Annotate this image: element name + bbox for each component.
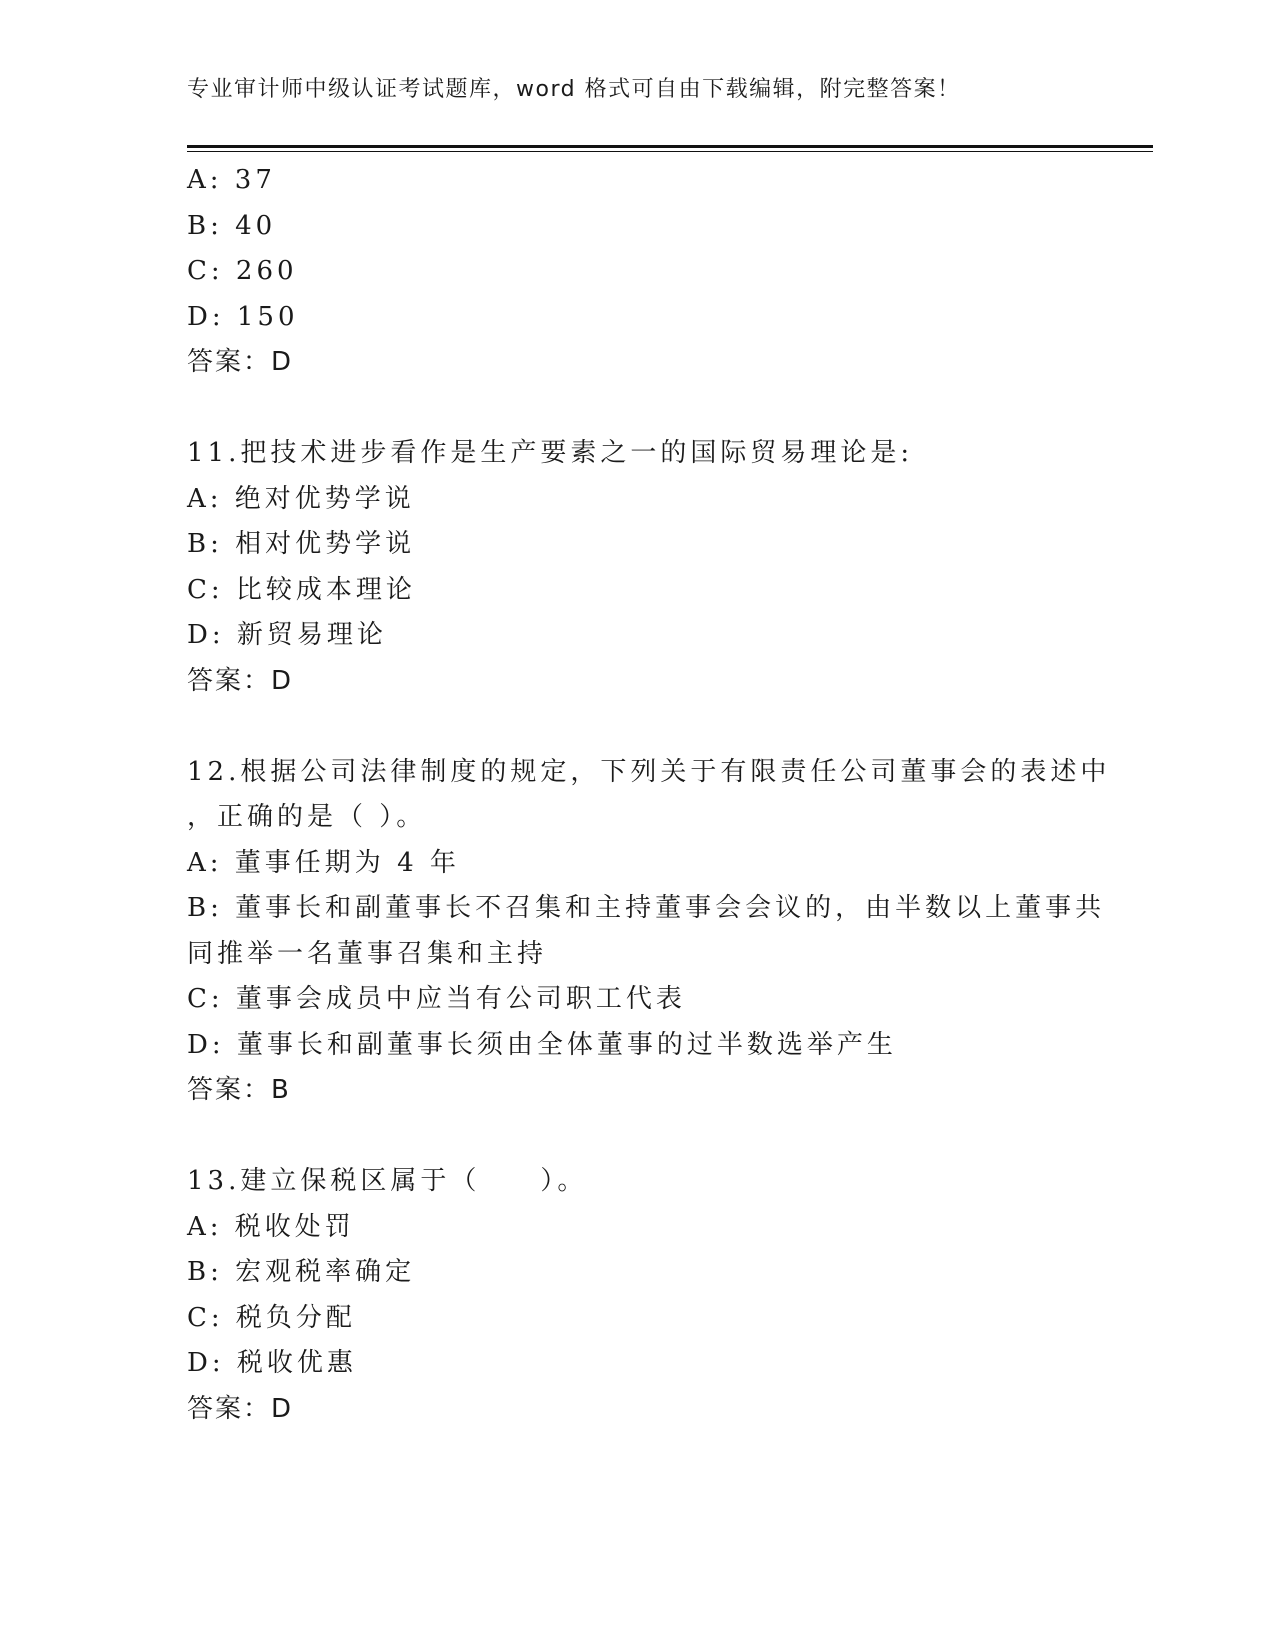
option-a: A: 税收处罚	[187, 1211, 355, 1242]
answer: 答案：D	[187, 665, 294, 696]
option-d: D: 150	[187, 301, 299, 332]
option-b: B: 相对优势学说	[187, 529, 416, 559]
option-b-continued: 同推举一名董事召集和主持	[187, 938, 548, 969]
option-c: C: 董事会成员中应当有公司职工代表	[187, 984, 686, 1014]
answer: 答案：B	[187, 1075, 291, 1105]
option-d: D: 董事长和副董事长须由全体董事的过半数选举产生	[187, 1029, 897, 1060]
option-b: B: 40	[187, 210, 277, 241]
question-text: 11.把技术进步看作是生产要素之一的国际贸易理论是:	[187, 438, 914, 468]
question-12	[187, 750, 1111, 1114]
header-divider-thick	[187, 145, 1153, 148]
option-d: D: 税收优惠	[187, 1348, 357, 1378]
question-13	[187, 1159, 1087, 1432]
option-d: D: 新贸易理论	[187, 620, 387, 650]
option-b: B: 宏观税率确定	[187, 1257, 416, 1287]
question-11	[187, 431, 1087, 704]
question-text: 12.根据公司法律制度的规定，下列关于有限责任公司董事会的表述中	[187, 756, 1111, 787]
option-b: B: 董事长和副董事长不召集和主持董事会会议的，由半数以上董事共	[187, 893, 1106, 923]
question-list	[187, 158, 1111, 1432]
question-text-continued: ，正确的是（ ）。	[187, 802, 427, 832]
spacer	[187, 386, 1087, 432]
option-c: C: 260	[187, 256, 298, 286]
question-text: 13.建立保税区属于（ ）。	[187, 1166, 588, 1196]
option-a: A: 董事任期为 4 年	[187, 847, 460, 878]
option-c: C: 比较成本理论	[187, 574, 416, 605]
page-header: 专业审计师中级认证考试题库，word 格式可自由下载编辑，附完整答案！	[187, 77, 961, 102]
header-divider-thin	[187, 151, 1153, 152]
spacer	[187, 704, 1087, 750]
answer: 答案：D	[187, 347, 294, 377]
option-a: A: 绝对优势学说	[187, 483, 415, 514]
question-10	[187, 158, 1087, 386]
spacer	[187, 1114, 1087, 1160]
option-a: A: 37	[187, 165, 276, 195]
answer: 答案：D	[187, 1393, 294, 1424]
option-c: C: 税负分配	[187, 1302, 356, 1333]
